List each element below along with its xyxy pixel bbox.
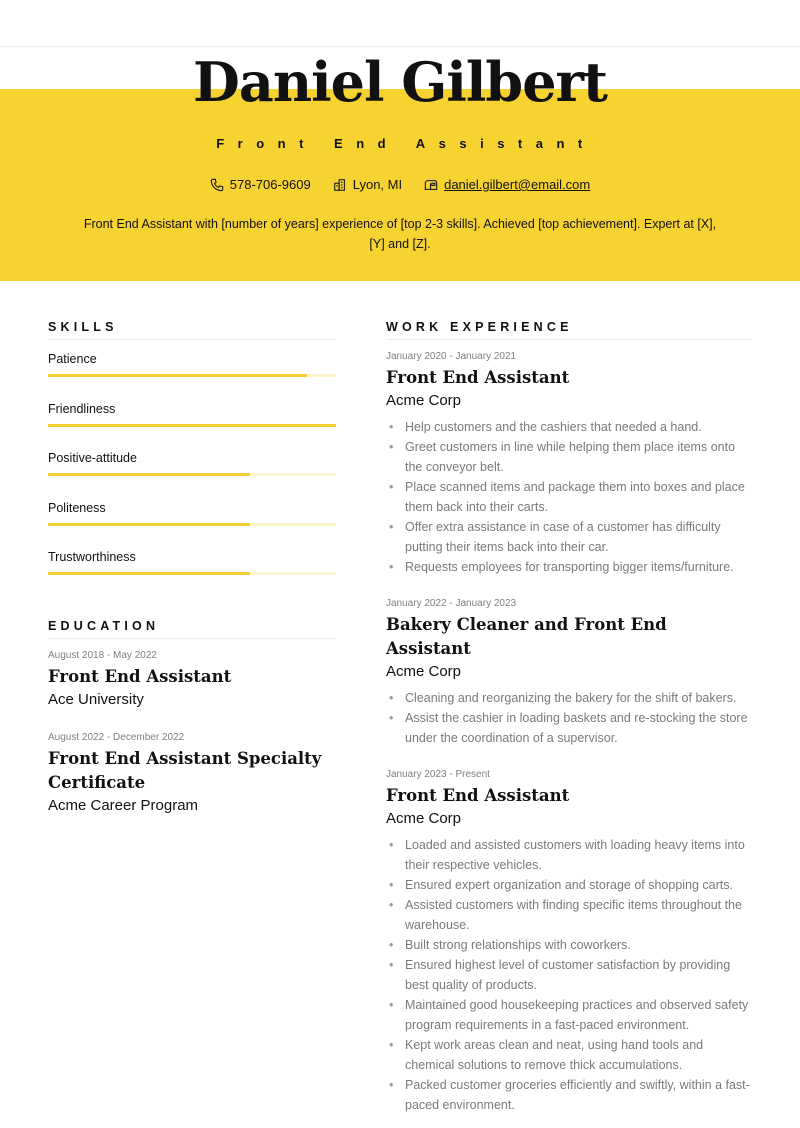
job-bullet: • Place scanned items and package them into boxes and place them back into their carts.: [386, 477, 752, 517]
job-title: Front End Assistant: [386, 368, 570, 387]
contact-location: [333, 177, 402, 192]
phone-icon: [210, 178, 224, 192]
skill-name: Friendliness: [48, 401, 116, 416]
job-title: Bakery Cleaner and Front End Assistant: [386, 615, 667, 658]
education-date: August 2022 - December 2022: [48, 731, 185, 743]
job-company: Acme Corp: [386, 392, 462, 409]
candidate-role: Front End Assistant: [216, 136, 596, 151]
skill-bar-track: [48, 374, 336, 377]
skill-bar-track: [48, 523, 336, 526]
experience-heading: WORK EXPERIENCE: [386, 320, 752, 340]
left-column: [48, 320, 336, 817]
job-bullets: [386, 417, 752, 577]
job-bullet: • Ensured expert organization and storage of shopping carts.: [386, 875, 752, 895]
mailbox-icon: [424, 178, 438, 192]
education-item: [48, 649, 336, 711]
job-bullet: • Packed customer groceries efficiently and swiftly, within a fast-paced environment.: [386, 1075, 752, 1115]
job-bullet: • Ensured highest level of customer satisfaction by providing best quality of products.: [386, 955, 752, 995]
job-bullet: • Maintained good housekeeping practices and observed safety program requirements in a fast-paced environment.: [386, 995, 752, 1035]
job-bullet: • Greet customers in line while helping them place items onto the conveyor belt.: [386, 437, 752, 477]
job-bullets: [386, 835, 752, 1115]
education-item: [48, 731, 336, 817]
job-bullets: [386, 688, 752, 748]
contact-phone: [210, 177, 311, 192]
skill-item: [48, 400, 336, 440]
skill-bar-fill: [48, 374, 307, 377]
education-date: August 2018 - May 2022: [48, 649, 157, 661]
job-entry: [386, 350, 752, 577]
skill-bar-fill: [48, 523, 250, 526]
job-entry: [386, 597, 752, 748]
skill-item: [48, 499, 336, 539]
education-degree: Front End Assistant Specialty Certificate: [48, 748, 322, 792]
education-degree: Front End Assistant: [48, 666, 232, 686]
skills-list: [48, 350, 336, 588]
skill-bar-track: [48, 572, 336, 575]
skill-item: [48, 350, 336, 390]
skill-item: [48, 548, 336, 588]
skill-name: Trustworthiness: [48, 550, 136, 564]
job-bullet: • Loaded and assisted customers with loading heavy items into their respective vehicles.: [386, 835, 752, 875]
skills-heading: SKILLS: [48, 320, 336, 340]
skill-bar-fill: [48, 473, 250, 476]
skill-bar-fill: [48, 572, 250, 575]
job-title: Front End Assistant: [386, 786, 570, 805]
skill-item: [48, 449, 336, 489]
job-company: Acme Corp: [386, 810, 462, 827]
job-company: Acme Corp: [386, 663, 462, 680]
buildings-icon: [333, 178, 347, 192]
location-text: Lyon, MI: [352, 177, 403, 192]
job-entry: [386, 768, 752, 1115]
job-bullet: • Help customers and the cashiers that needed a hand.: [386, 417, 752, 437]
contact-row: [0, 177, 800, 192]
job-date: January 2022 - January 2023: [386, 598, 517, 609]
job-date: January 2020 - January 2021: [386, 351, 517, 362]
email-link[interactable]: daniel.gilbert@email.com: [444, 177, 591, 192]
candidate-name: Daniel Gilbert: [193, 50, 607, 114]
job-bullet: • Built strong relationships with coworkers.: [386, 935, 752, 955]
education-heading: EDUCATION: [48, 619, 336, 639]
education-school: Ace University: [48, 690, 144, 708]
skill-name: Politeness: [48, 500, 106, 515]
job-bullet: • Requests employees for transporting bigger items/furniture.: [386, 557, 752, 577]
phone-text: 578-706-9609: [229, 177, 311, 192]
skill-name: Positive-attitude: [48, 451, 137, 465]
job-date: January 2023 - Present: [386, 769, 490, 780]
job-bullet: • Assist the cashier in loading baskets and re-stocking the store under the coordination of a supervisor.: [386, 708, 752, 748]
right-column: [386, 320, 752, 1115]
contact-email[interactable]: [424, 177, 590, 192]
skill-bar-track: [48, 424, 336, 427]
job-bullet: • Offer extra assistance in case of a customer has difficulty putting their items back into their car.: [386, 517, 752, 557]
job-bullet: • Cleaning and reorganizing the bakery for the shift of bakers.: [386, 688, 752, 708]
skill-bar-fill: [48, 424, 336, 427]
skill-name: Patience: [48, 352, 97, 366]
job-bullet: • Kept work areas clean and neat, using hand tools and chemical solutions to remove thick accumulations.: [386, 1035, 752, 1075]
summary-text: Front End Assistant with [number of years] experience of [top 2-3 skills]. Achieved [top achievement]. Expert at [X], [Y] and [Z].: [83, 217, 717, 251]
skill-bar-track: [48, 473, 336, 476]
job-bullet: • Assisted customers with finding specific items throughout the warehouse.: [386, 895, 752, 935]
education-school: Acme Career Program: [48, 796, 199, 814]
